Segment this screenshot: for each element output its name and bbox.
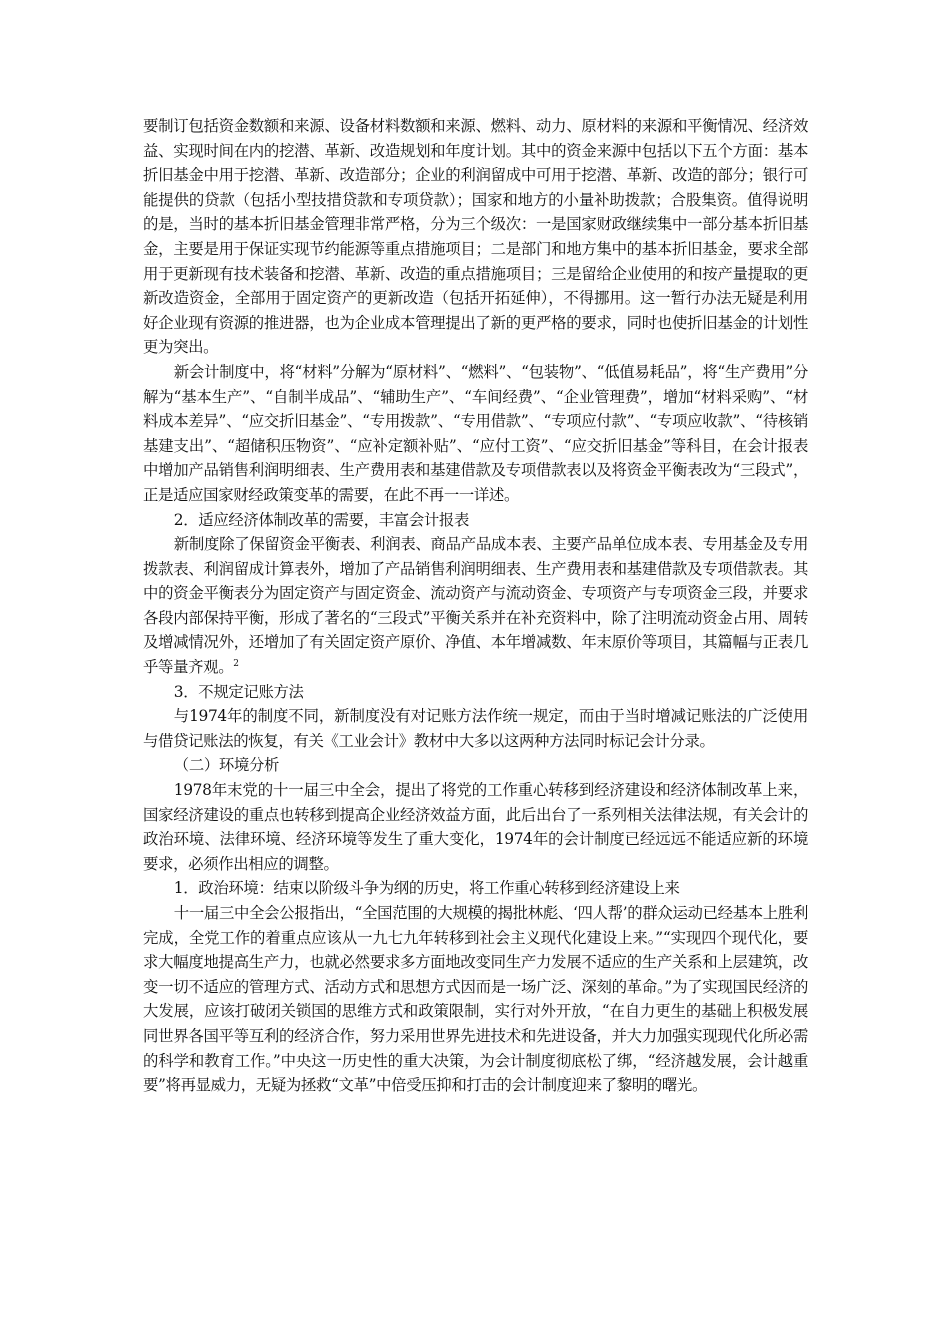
section-heading-bookkeeping: 3．不规定记账方法: [173, 682, 304, 701]
paragraph-reports: [143, 532, 808, 680]
paragraph-bookkeeping: 与1974年的制度不同，新制度没有对记账方法作统一规定，而由于当时增减记账法的广泛使用与借贷记账法的恢复，有关《工业会计》教材中大多以这两种方法同时标记会计分录。: [143, 707, 808, 750]
section-heading-reports: 2．适应经济体制改革的需要，丰富会计报表: [173, 510, 470, 529]
paragraph-environment: 1978年末党的十一届三中全会，提出了将党的工作重心转移到经济建设和经济体制改革上来，国家经济建设的重点也转移到提高企业经济效益方面，此后出台了一系列相关法律法规，有关会计的政治环境、法律环境、经济环境等发生了重大变化，1974年的会计制度已经远远不能适应新的环境要求，必须作出相应的调整。: [143, 781, 808, 873]
footnote-marker[interactable]: 2: [233, 658, 239, 669]
paragraph-reports-text: 新制度除了保留资金平衡表、利润表、商品产品成本表、主要产品单位成本表、专用基金及专用拨款表、利润留成计算表外，增加了产品销售利润明细表、生产费用表和基建借款及专项借款表。其中的资金平衡表分为固定资产与固定资金、流动资产与流动资金、专项资产与专项资金三段，并要求各段内部保持平衡，形成了著名的“三段式”平衡关系并在补充资料中，除了注明流动资金占用、周转及增减情况外，还增加了有关固定资产原价、净值、本年增减数、年末原价等项目，其篇幅与正表几乎等量齐观。: [143, 535, 808, 677]
document-body: [143, 114, 808, 1098]
paragraph-account-changes: 新会计制度中，将“材料”分解为“原材料”、“燃料”、“包装物”、“低值易耗品”，将“生产费用”分解为“基本生产”、“自制半成品”、“辅助生产”、“车间经费”、“企业管理费”，增加“材料采购”、“材料成本差异”、“应交折旧基金”、“专用拨款”、“专用借款”、“专项应付款”、“专项应收款”、“待核销基建支出”、“超储积压物资”、“应补定额补贴”、“应付工资”、“应交折旧基金”等科目，在会计报表中增加产品销售利润明细表、生产费用表和基建借款及专项借款表以及将资金平衡表改为“三段式”，正是适应国家财经政策变革的需要，在此不再一一详述。: [143, 362, 808, 504]
paragraph-capital-sources: 要制订包括资金数额和来源、设备材料数额和来源、燃料、动力、原材料的来源和平衡情况、经济效益、实现时间在内的挖潜、革新、改造规划和年度计划。其中的资金来源中包括以下五个方面：基本折旧基金中用于挖潜、革新、改造部分；企业的利润留成中可用于挖潜、革新、改造的部分；银行可能提供的贷款（包括小型技措贷款和专项贷款）；国家和地方的小量补助拨款；合股集资。值得说明的是，当时的基本折旧基金管理非常严格，分为三个级次：一是国家财政继续集中一部分基本折旧基金，主要是用于保证实现节约能源等重点措施项目；二是部门和地方集中的基本折旧基金，要求全部用于更新现有技术装备和挖潜、革新、改造的重点措施项目；三是留给企业使用的和按产量提取的更新改造资金，全部用于固定资产的更新改造（包括开拓延伸），不得挪用。这一暂行办法无疑是利用好企业现有资源的推进器，也为企业成本管理提出了新的更严格的要求，同时也使折旧基金的计划性更为突出。: [143, 117, 808, 357]
paragraph-political: 十一届三中全会公报指出，“全国范围的大规模的揭批林彪、‘四人帮’的群众运动已经基本上胜利完成，全党工作的着重点应该从一九七九年转移到社会主义现代化建设上来。”“实现四个现代化，要求大幅度地提高生产力，也就必然要求多方面地改变同生产力发展不适应的生产关系和上层建筑，改变一切不适应的管理方式、活动方式和思想方式因而是一场广泛、深刻的革命。”为了实现国民经济的大发展，应该打破闭关锁国的思维方式和政策限制，实行对外开放，“在自力更生的基础上积极发展同世界各国平等互利的经济合作，努力采用世界先进技术和先进设备，并大力加强实现现代化所必需的科学和教育工作。”中央这一历史性的重大决策，为会计制度彻底松了绑，“经济越发展，会计越重要”将再显威力，无疑为拯救“文革”中倍受压抑和打击的会计制度迎来了黎明的曙光。: [143, 904, 808, 1095]
section-heading-environment: （二）环境分析: [173, 756, 280, 775]
section-heading-political: 1．政治环境：结束以阶级斗争为纲的历史，将工作重心转移到经济建设上来: [173, 879, 680, 898]
